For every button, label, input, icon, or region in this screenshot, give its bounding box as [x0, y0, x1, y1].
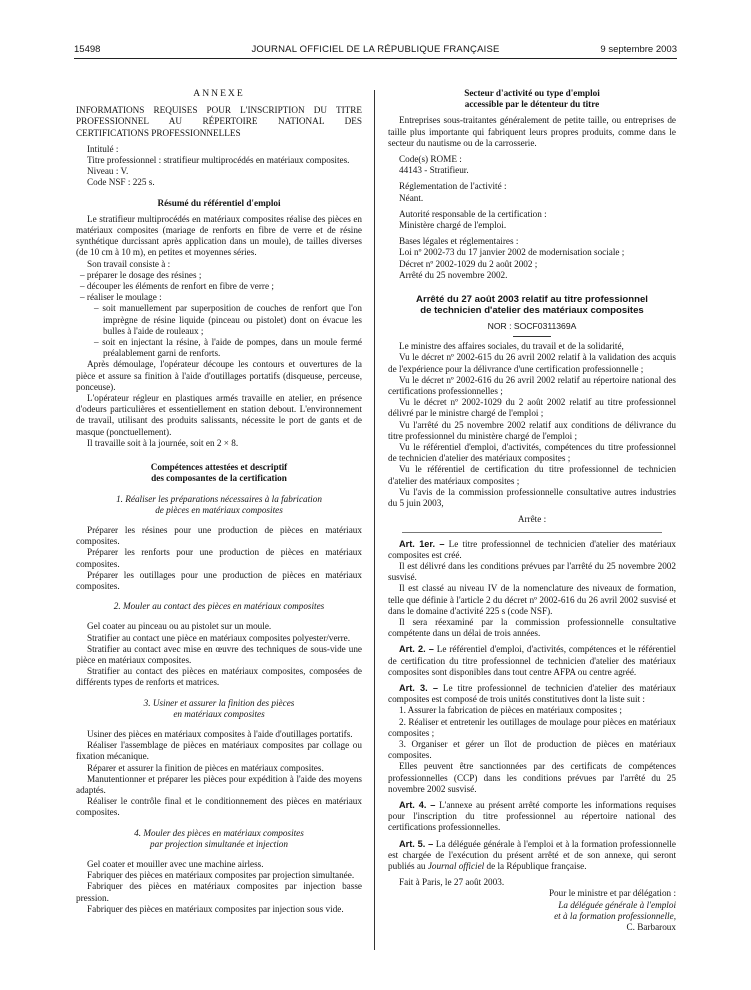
- bases-label: Bases légales et réglementaires :: [399, 236, 519, 247]
- article-3-head: Art. 3. –: [399, 682, 438, 693]
- article-1: [388, 539, 676, 561]
- list-item: Réaliser le contrôle final et le conditionnement des pièces en matériaux composites.: [76, 796, 362, 818]
- section-3-title-2: en matériaux composites: [173, 708, 265, 719]
- annexe-heading: ANNEXE: [193, 88, 245, 99]
- resume-title: Résumé du référentiel d'emploi: [157, 197, 281, 208]
- list-item: Préparer les résines pour une production de pièces en matériaux composites.: [76, 524, 362, 547]
- signature-line: et à la formation professionnelle,: [554, 910, 676, 921]
- visa: Vu le référentiel de certification du titre professionnel de technicien d'atelier des matériaux composites ;: [388, 464, 676, 486]
- fait-line: Fait à Paris, le 27 août 2003.: [399, 877, 505, 888]
- journal-title: JOURNAL OFFICIEL DE LA RÉPUBLIQUE FRANÇAISE: [251, 44, 500, 55]
- competences-title: Compétences attestées et descriptif: [150, 462, 288, 473]
- visa: Vu le référentiel d'emploi, d'activités, compétences du titre professionnel de technicien d'atelier des matériaux composites ;: [388, 442, 676, 464]
- article-paragraph: Il sera réexaminé par la commission professionnelle consultative compétente dans un délai de trois années.: [388, 616, 676, 639]
- page-header: [74, 44, 677, 58]
- article-5-head: Art. 5. –: [399, 838, 434, 849]
- resume-paragraph-1: Le stratifieur multiprocédés en matériaux composites réalise des pièces en matériaux composites (mariage de renforts en fibre de verre et de résine synthétique durcissant après application dans un moule), de tailles diverses (de 10 cm à 10 m), en petites et moyennes séries.: [76, 213, 362, 258]
- secteur-title-2: accessible par le détenteur du titre: [464, 99, 600, 110]
- nor-reference: NOR : SOCF0311369A: [487, 321, 577, 332]
- list-item: Fabriquer des pièces en matériaux composites par injection sous vide.: [87, 903, 344, 914]
- article-1-text: Le titre professionnel de technicien d'atelier des matériaux composites est créé.: [388, 538, 676, 560]
- signature-line: Pour le ministre et par délégation :: [548, 888, 676, 899]
- article-2: [388, 644, 676, 678]
- visa: Le ministre des affaires sociales, du travail et de la solidarité,: [399, 341, 624, 352]
- list-item: Gel coater au pinceau ou au pistolet sur un moule.: [87, 621, 272, 632]
- right-column: [388, 88, 676, 982]
- list-item: – soit manuellement par superposition de couches de renfort que l'on imprègne de résine liquide (pinceau ou pistolet) dont on évacue les bulles à l'aide de rouleaux ;: [94, 303, 362, 336]
- header-rule: [74, 58, 677, 59]
- competences-title-2: des composantes de la certification: [151, 473, 287, 484]
- list-item: Préparer les renforts pour une production de pièces en matériaux composites.: [76, 547, 362, 569]
- article-5-text-a: La déléguée générale à l'emploi et à la formation professionnelle est chargée de l'exécution du présent arrêté et de son annexe, qui seront publiés au: [388, 838, 676, 871]
- secteur-title: Secteur d'activité ou type d'emploi: [464, 88, 600, 98]
- visa: Vu le décret nº 2002-615 du 26 avril 2002 relatif à la validation des acquis de l'expérience pour la délivrance d'une certification professionnelle ;: [388, 352, 676, 374]
- section-1-title: 1. Réaliser les préparations nécessaires à la fabrication: [116, 493, 322, 504]
- section-4-title: 4. Mouler des pièces en matériaux composites: [134, 827, 304, 838]
- list-item: Arrêté du 25 novembre 2002.: [399, 269, 508, 280]
- list-item: Réparer et assurer la finition de pièces en matériaux composites.: [87, 762, 324, 773]
- article-4-text: L'annexe au présent arrêté comporte les informations requises pour l'inscription du titre professionnel au répertoire national des certifications professionnelles.: [388, 799, 676, 833]
- code-nsf-line: Code NSF : 225 s.: [87, 177, 155, 188]
- rome-value: 44143 - Stratifieur.: [399, 165, 469, 176]
- rome-label: Code(s) ROME :: [399, 154, 462, 165]
- column-divider: [374, 90, 375, 950]
- visa: Vu l'avis de la commission professionnelle consultative autres industries du 5 juin 2003,: [388, 486, 676, 509]
- list-item: Stratifier au contact des pièces en matériaux composites, composées de différents types de renforts et matrices.: [76, 666, 362, 688]
- left-column: [76, 88, 362, 982]
- resume-paragraph-3: L'opérateur régleur en plastiques armés travaille en atelier, en présence d'odeurs particulières et essentiellement en station debout. L'environnement de travail, utilisant des produits salissants, nécessite le port de gants et de masque (ponctuellement).: [76, 393, 362, 437]
- article-3-text: Le titre professionnel de technicien d'atelier des matériaux composites est composé de trois unités constitutives dont la liste suit :: [388, 682, 676, 705]
- list-item: Préparer les outillages pour une production de pièces en matériaux composites.: [76, 569, 362, 591]
- list-item: 2. Réaliser et entretenir les outillages de moulage pour pièces en matériaux composites ;: [388, 716, 676, 738]
- article-4: [388, 800, 676, 834]
- article-4-head: Art. 4. –: [399, 799, 436, 810]
- article-paragraph: Il est délivré dans les conditions prévues par l'arrêté du 25 novembre 2002 susvisé.: [388, 560, 676, 583]
- list-item: – découper les éléments de renfort en fibre de verre ;: [80, 281, 274, 292]
- article-3: [388, 683, 676, 705]
- list-item: – préparer le dosage des résines ;: [80, 269, 202, 280]
- section-4-title-2: par projection simultanée et injection: [150, 838, 288, 849]
- list-item: Fabriquer des pièces en matériaux composites par injection basse pression.: [76, 881, 362, 903]
- page-number: 15498: [74, 44, 101, 55]
- article-5: [388, 839, 676, 873]
- visa: Vu le décret nº 2002-616 du 26 avril 2002 relatif au répertoire national des certifications professionnelles ;: [388, 374, 676, 397]
- visa: Vu l'arrêté du 25 novembre 2002 relatif aux conditions de délivrance du titre professionnel du ministère chargé de l'emploi ;: [388, 419, 676, 441]
- autorite-value: Ministère chargé de l'emploi.: [399, 220, 507, 231]
- article-2-head: Art. 2. –: [399, 644, 434, 655]
- travail-intro: Son travail consiste à :: [87, 258, 171, 269]
- intitule-label: Intitulé :: [87, 143, 119, 154]
- list-item: Stratifier au contact avec mise en œuvre des techniques de sous-vide une pièce en matériaux composites.: [76, 643, 362, 665]
- list-item: Manutentionner et préparer les pièces pour expédition à l'aide des moyens adaptés.: [76, 773, 362, 795]
- article-1-head: Art. 1er. –: [399, 538, 445, 549]
- list-item: Stratifier au contact une pièce en matériaux composites polyester/verre.: [87, 632, 351, 643]
- list-item: Réaliser l'assemblage de pièces en matériaux composites par collage ou fixation mécanique.: [76, 740, 362, 762]
- section-1-title-2: de pièces en matériaux composites: [155, 504, 283, 515]
- nor-rule: [513, 336, 551, 337]
- list-item: 3. Organiser et gérer un îlot de production de pièces en matériaux composites.: [388, 738, 676, 761]
- resume-paragraph-4: Il travaille soit à la journée, soit en 2 × 8.: [87, 437, 239, 448]
- resume-paragraph-2: Après démoulage, l'opérateur découpe les contours et ouvertures de la pièce et assure sa finition à l'aide d'outillages portatifs (disqueuse, perceuse, ponceuse).: [76, 359, 362, 392]
- list-item: Fabriquer des pièces en matériaux composites par projection simultanée.: [87, 870, 355, 881]
- reglementation-value: Néant.: [399, 192, 424, 203]
- list-item: 1. Assurer la fabrication de pièces en matériaux composites ;: [399, 705, 622, 716]
- arrete-title-2: de technicien d'atelier des matériaux composites: [420, 305, 644, 317]
- reglementation-label: Réglementation de l'activité :: [399, 181, 507, 192]
- article-5-text-b: de la République française.: [484, 860, 587, 871]
- signatory-name: C. Barbaroux: [626, 922, 676, 932]
- arrete-title: Arrêté du 27 août 2003 relatif au titre professionnel: [416, 294, 648, 306]
- list-item: Loi nº 2002-73 du 17 janvier 2002 de modernisation sociale ;: [399, 247, 625, 258]
- article-rule: [402, 532, 661, 533]
- visa: Vu le décret nº 2002-1029 du 2 août 2002 relatif au titre professionnel délivré par le ministre chargé de l'emploi ;: [388, 397, 676, 419]
- list-item: Décret nº 2002-1029 du 2 août 2002 ;: [399, 258, 538, 269]
- list-item: – soit en injectant la résine, à l'aide de pompes, dans un moule fermé préalablement garni de renforts.: [94, 337, 362, 359]
- secteur-text: Entreprises sous-traitantes généralement de petite taille, ou entreprises de taille plus importante qui fabriquent leurs propres produits, comme dans le secteur du nautisme ou de la carrosserie.: [388, 115, 676, 148]
- article-paragraph: Il est classé au niveau IV de la nomenclature des niveaux de formation, telle que définie à l'article 2 du décret nº 2002-616 du 26 avril 2002 susvisé et dans le domaine d'activité 225 s (code NSF).: [388, 583, 676, 616]
- info-title: INFORMATIONS REQUISES POUR L'INSCRIPTION DU TITRE PROFESSIONNEL AU RÉPERTOIRE NATIONAL DES CERTIFICATIONS PROFESSIONNELLES: [76, 105, 362, 138]
- signature-line: La déléguée générale à l'emploi: [558, 899, 676, 910]
- section-2-title: 2. Mouler au contact des pièces en matériaux composites: [113, 601, 325, 612]
- article-paragraph: Elles peuvent être sanctionnées par des certificats de compétences professionnelles (CCP) dans les conditions prévues par l'arrêté du 25 novembre 2002 susvisé.: [388, 761, 676, 794]
- titre-line: Titre professionnel : stratifieur multiprocédés en matériaux composites.: [87, 155, 350, 166]
- list-item: – réaliser le moulage :: [80, 292, 162, 303]
- niveau-line: Niveau : V.: [87, 166, 129, 177]
- section-3-title: 3. Usiner et assurer la finition des pièces: [143, 697, 295, 708]
- journal-officiel-text: Journal officiel: [427, 860, 485, 871]
- article-2-text: Le référentiel d'emploi, d'activités, compétences et le référentiel de certification du titre professionnel de technicien d'atelier des matériaux composites sont disponibles dans tout centre AFPA ou centre agréé.: [388, 644, 676, 677]
- list-item: Gel coater et mouiller avec une machine airless.: [87, 858, 264, 869]
- list-item: Usiner des pièces en matériaux composites à l'aide d'outillages portatifs.: [87, 728, 353, 739]
- publication-date: 9 septembre 2003: [600, 44, 677, 55]
- arrete-label: Arrête :: [517, 514, 547, 525]
- autorite-label: Autorité responsable de la certification :: [399, 208, 547, 219]
